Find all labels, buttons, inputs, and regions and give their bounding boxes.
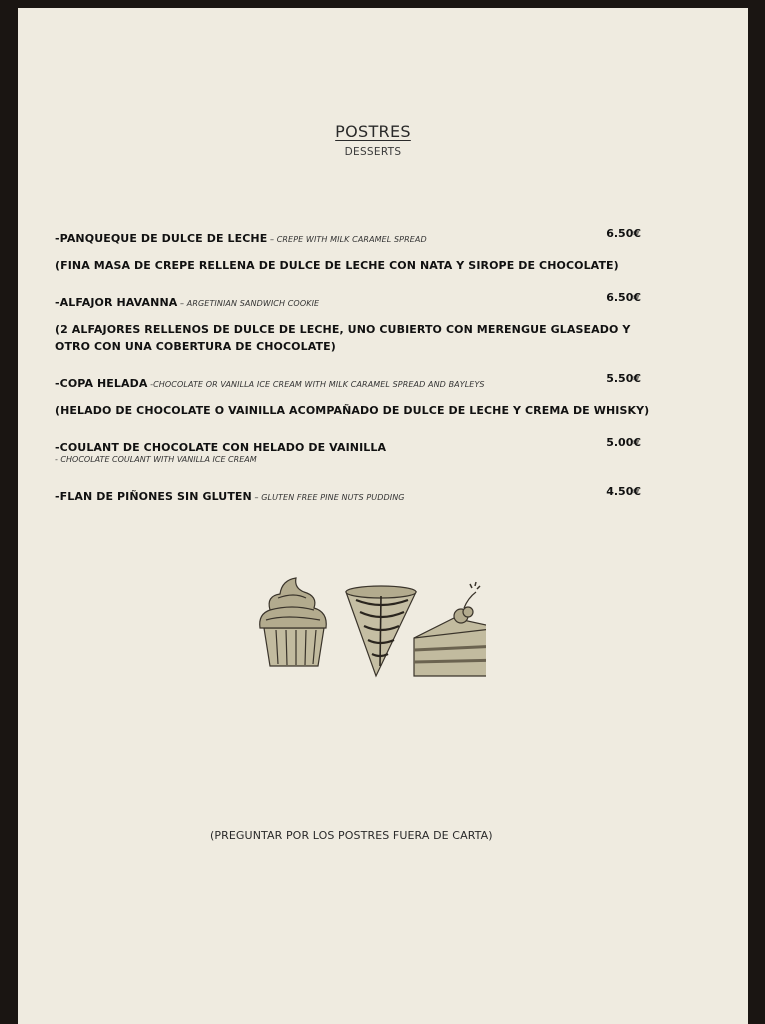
menu-item-panqueque [55,227,641,246]
menu-page [18,8,748,1024]
item-description: (FINA MASA DE CREPE RELLENA DE DULCE DE LECHE CON NATA Y SIROPE DE CHOCOLATE) [55,259,619,272]
item-description: (2 ALFAJORES RELLENOS DE DULCE DE LECHE, UNO CUBIERTO CON MERENGUE GLASEADO Y OTRO CON UNA COBERTURA DE CHOCOLATE) [55,323,631,353]
page-title: POSTRES [335,122,411,141]
menu-item-flan [55,485,641,504]
desserts-illustration [256,570,486,680]
footer-note: (PREGUNTAR POR LOS POSTRES FUERA DE CARTA) [210,829,493,842]
item-english: - CHOCOLATE COULANT WITH VANILLA ICE CREAM [55,455,257,464]
item-name: -ALFAJOR HAVANNA [55,296,178,309]
item-english: – GLUTEN FREE PINE NUTS PUDDING [251,493,405,502]
item-price: 5.50€ [606,372,641,385]
menu-item-alfajor [55,291,641,310]
item-english: – CREPE WITH MILK CARAMEL SPREAD [267,235,427,244]
crepe-icon [346,586,416,676]
cake-slice-icon [414,582,486,676]
item-name: -FLAN DE PIÑONES SIN GLUTEN [55,490,252,503]
item-price: 6.50€ [606,291,641,304]
menu-item-copa-helada [55,372,641,391]
item-name: -COULANT DE CHOCOLATE CON HELADO DE VAINILLA [55,441,387,454]
item-name: -COPA HELADA [55,377,148,390]
menu-item-coulant [55,436,641,455]
item-english: -CHOCOLATE OR VANILLA ICE CREAM WITH MILK CARAMEL SPREAD AND BAYLEYS [147,380,485,389]
item-name: -PANQUEQUE DE DULCE DE LECHE [55,232,268,245]
item-price: 6.50€ [606,227,641,240]
cupcake-icon [260,578,327,666]
page-subtitle: DESSERTS [344,146,402,158]
item-price: 5.00€ [606,436,641,449]
item-price: 4.50€ [606,485,641,498]
item-english: – ARGETINIAN SANDWICH COOKIE [177,299,320,308]
item-description: (HELADO DE CHOCOLATE O VAINILLA ACOMPAÑADO DE DULCE DE LECHE Y CREMA DE WHISKY) [55,404,650,417]
